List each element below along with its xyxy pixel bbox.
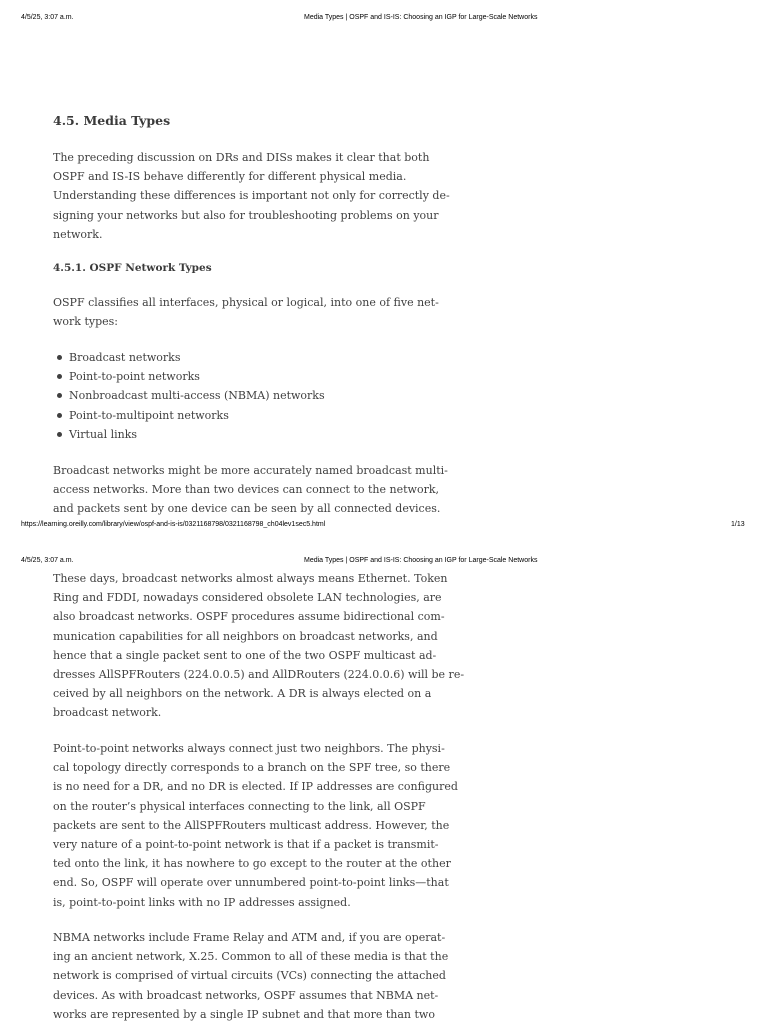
list-item [53,425,325,444]
nbma-paragraph [53,928,449,1024]
bullet-icon [57,374,62,379]
intro-line: Understanding these differences is important not only for correctly de- [53,189,450,203]
nbma-line: works are represented by a single IP subnet and that more than two [53,1007,435,1021]
broadcast-line: dresses AllSPFRouters (224.0.0.5) and AllDRouters (224.0.0.6) will be re- [53,668,465,682]
list-item-label: Point-to-multipoint networks [69,408,229,422]
list-item-label: Broadcast networks [69,351,181,364]
nbma-line: ing an ancient network, X.25. Common to all of these media is that the [53,950,449,964]
page1-header-title: Media Types | OSPF and IS-IS: Choosing an IGP for Large-Scale Networks [304,14,538,21]
classify-line: work types: [53,315,118,329]
p2p-line: is, point-to-point links with no IP addresses assigned. [53,895,351,909]
nbma-line: devices. As with broadcast networks, OSPF assumes that NBMA net- [53,988,439,1002]
p2p-line: is no need for a DR, and no DR is elected. If IP addresses are configured [53,780,458,794]
page1-footer-url[interactable]: https://learning.oreilly.com/library/view/ospf-and-is-is/0321168798/0321168798_ch04lev1sec5.html [21,521,326,528]
p2p-paragraph [53,739,458,912]
intro-line: network. [53,227,103,241]
intro-paragraph [53,148,450,244]
nbma-line: NBMA networks include Frame Relay and ATM and, if you are operat- [53,931,446,944]
page1-header-date: 4/5/25, 3:07 a.m. [21,14,74,21]
broadcast-line: also broadcast networks. OSPF procedures assume bidirectional com- [53,610,445,624]
broadcast-line: ceived by all neighbors on the network. A DR is always elected on a [53,687,432,701]
page2-header-title: Media Types | OSPF and IS-IS: Choosing an IGP for Large-Scale Networks [304,557,538,564]
p2p-line: packets are sent to the AllSPFRouters multicast address. However, the [53,818,450,832]
broadcast-paragraph-part1 [53,461,448,519]
p2p-line: Point-to-point networks always connect just two neighbors. The physi- [53,742,445,755]
list-item [53,348,325,367]
list-item-label: Virtual links [69,427,138,441]
subsection-title: 4.5.1. OSPF Network Types [53,262,212,274]
broadcast-line: and packets sent by one device can be seen by all connected devices. [53,502,441,516]
p2p-line: end. So, OSPF will operate over unnumbered point-to-point links—that [53,876,449,890]
intro-line: OSPF and IS-IS behave differently for different physical media. [53,170,407,184]
list-item-label: Nonbroadcast multi-access (NBMA) networks [69,389,325,403]
bullet-icon [57,432,62,437]
p2p-line: ted onto the link, it has nowhere to go except to the router at the other [53,857,451,871]
broadcast-line: munication capabilities for all neighbors on broadcast networks, and [53,629,438,643]
p2p-line: very nature of a point-to-point network is that if a packet is transmit- [53,838,439,852]
broadcast-paragraph-part2 [53,569,465,723]
bullet-icon [57,355,62,360]
broadcast-line: Ring and FDDI, nowadays considered obsolete LAN technologies, are [53,591,442,605]
section-title: 4.5. Media Types [53,113,171,128]
classify-paragraph [53,293,439,331]
broadcast-line: broadcast network. [53,706,162,720]
broadcast-line: Broadcast networks might be more accurately named broadcast multi- [53,464,448,477]
classify-line: OSPF classifies all interfaces, physical or logical, into one of five net- [53,296,439,309]
list-item-label: Point-to-point networks [69,370,200,384]
intro-line: The preceding discussion on DRs and DISs makes it clear that both [53,151,430,164]
bullet-icon [57,393,62,398]
p2p-line: cal topology directly corresponds to a branch on the SPF tree, so there [53,761,451,775]
network-types-list [53,348,325,444]
list-item [53,367,325,386]
broadcast-line: These days, broadcast networks almost always means Ethernet. Token [53,572,448,585]
intro-line: signing your networks but also for troubleshooting problems on your [53,208,439,222]
broadcast-line: access networks. More than two devices can connect to the network, [53,483,439,497]
nbma-line: network is comprised of virtual circuits (VCs) connecting the attached [53,969,446,983]
broadcast-line: hence that a single packet sent to one of the two OSPF multicast ad- [53,648,437,662]
p2p-line: on the router’s physical interfaces connecting to the link, all OSPF [53,799,426,813]
list-item [53,386,325,405]
list-item [53,406,325,425]
page1-footer-page-number: 1/13 [731,521,745,528]
bullet-icon [57,413,62,418]
page2-header-date: 4/5/25, 3:07 a.m. [21,557,74,564]
